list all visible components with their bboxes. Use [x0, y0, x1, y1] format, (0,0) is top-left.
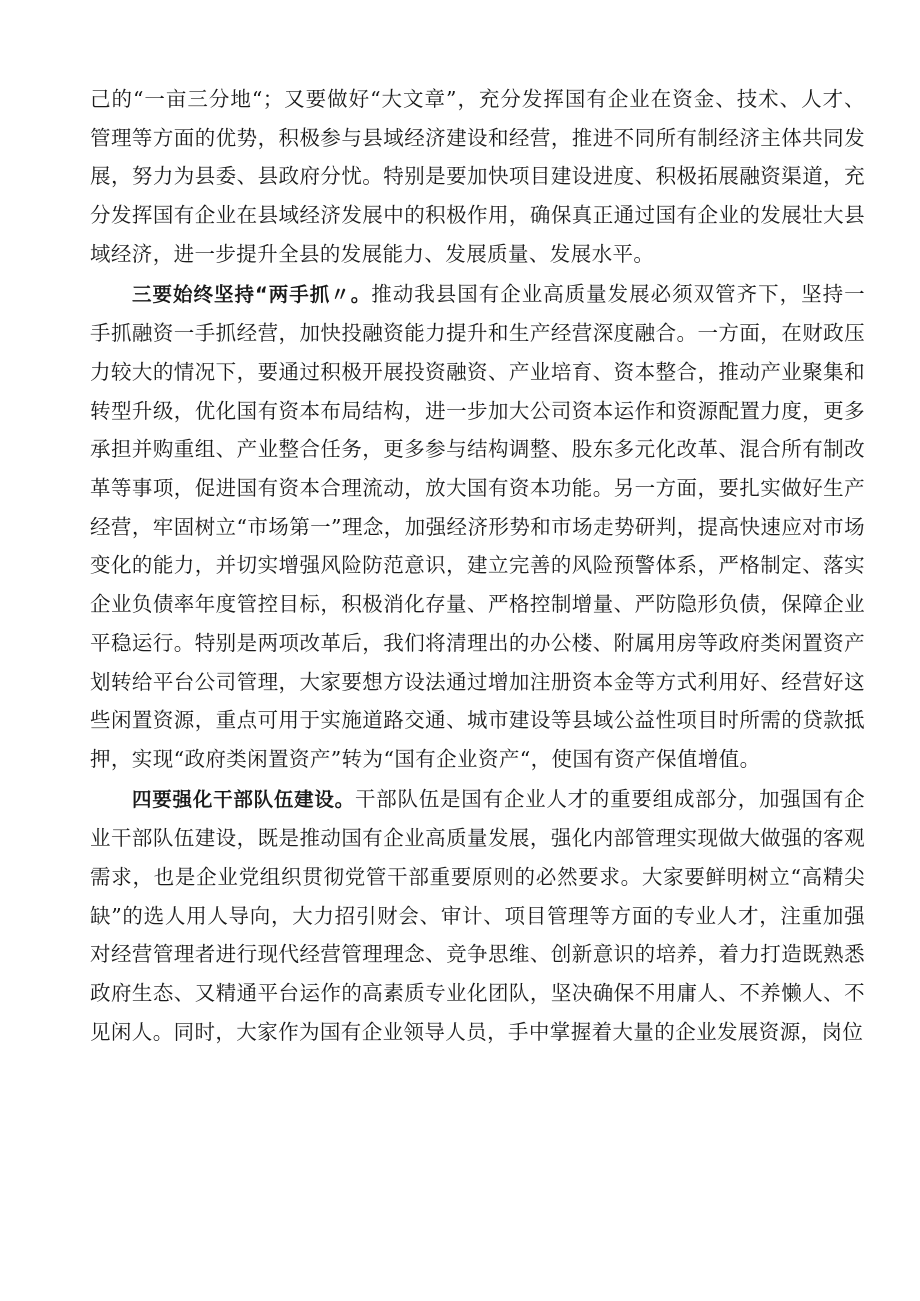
paragraph-text: 己的“一亩三分地“；又要做好“大文章”，充分发挥国有企业在资金、技术、人才、管理等方面的优势，积极参与县域经济建设和经营，推进不同所有制经济主体共同发展，努力为县委、县政府分忧。特别是要加快项目建设进度、积极拓展融资渠道，充分发挥国有企业在县域经济发展中的积极作用，确保真正通过国有企业的发展壮大县域经济，进一步提升全县的发展能力、发展质量、发展水平。 — [90, 87, 865, 266]
paragraph-lead-heading: 四要强化干部队伍建设。 — [132, 787, 355, 811]
paragraph-lead-heading: 三要始终坚持“两手抓〃。 — [132, 282, 372, 306]
paragraph-text: 干部队伍是国有企业人才的重要组成部分，加强国有企业干部队伍建设，既是推动国有企业高质量发展，强化内部管理实现做大做强的客观需求，也是企业党组织贯彻党管干部重要原则的必然要求。大家要鲜明树立“高精尖缺”的选人用人导向，大力招引财会、审计、项目管理等方面的专业人才，注重加强对经营管理者进行现代经营管理理念、竞争思维、创新意识的培养，着力打造既熟悉政府生态、又精通平台运作的高素质专业化团队，坚决确保不用庸人、不养懒人、不见闲人。同时，大家作为国有企业领导人员，手中掌握着大量的企业发展资源，岗位 — [90, 786, 865, 1044]
paragraph-text: 推动我县国有企业高质量发展必须双管齐下，坚持一手抓融资一手抓经营，加快投融资能力提升和生产经营深度融合。一方面，在财政压力较大的情况下，要通过积极开展投资融资、产业培育、资本整合，推动产业聚集和转型升级，优化国有资本布局结构，进一步加大公司资本运作和资源配置力度，更多承担并购重组、产业整合任务，更多参与结构调整、股东多元化改革、混合所有制改革等事项，促进国有资本合理流动，放大国有资本功能。另一方面，要扎实做好生产经营，牢固树立“市场第一”理念，加强经济形势和市场走势研判，提高快速应对市场变化的能力，并切实增强风险防范意识，建立完善的风险预警体系，严格制定、落实企业负债率年度管控目标，积极消化存量、严格控制增量、严防隐形负债，保障企业平稳运行。特别是两项改革后，我们将清理出的办公楼、附属用房等政府类闲置资产划转给平台公司管理，大家要想方设法通过增加注册资本金等方式利用好、经营好这些闲置资源，重点可用于实施道路交通、城市建设等县域公益性项目时所需的贷款抵押，实现“政府类闲置资产”转为“国有企业资产“，使国有资产保值增值。 — [90, 281, 865, 771]
paragraph-continuation — [90, 80, 865, 274]
paragraph-point-four — [90, 780, 865, 1052]
document-body — [90, 80, 865, 1052]
paragraph-point-three — [90, 275, 865, 779]
